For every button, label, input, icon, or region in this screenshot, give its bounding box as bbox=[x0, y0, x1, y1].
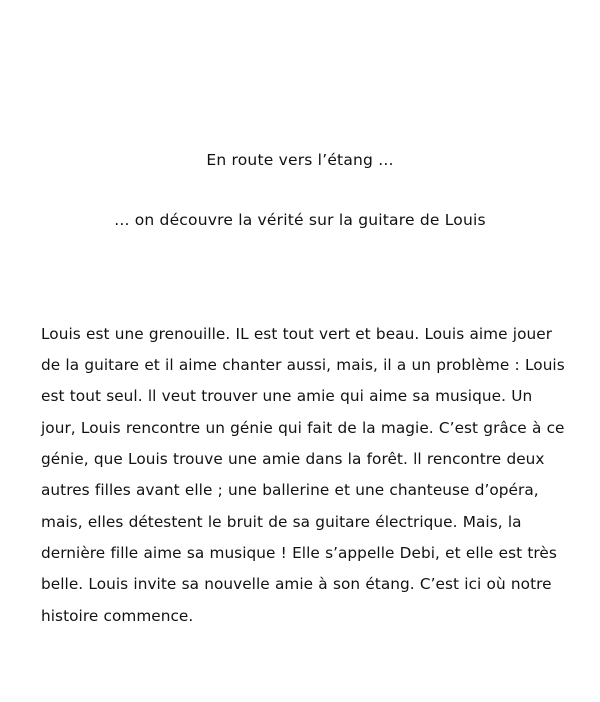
body-block bbox=[0, 231, 600, 632]
document-subtitle-line: ... on découvre la vérité sur la guitare de Louis bbox=[114, 210, 486, 229]
document-title-line-1: En route vers l’étang ... bbox=[206, 151, 394, 169]
title-block bbox=[0, 0, 600, 231]
body-paragraph: Louis est une grenouille. IL est tout vert et beau. Louis aime jouer de la guitare et il aime chanter aussi, mais, il a un problème : Louis est tout seul. ll veut trouver une amie qui aime sa musique. Un jour, Louis rencontre un génie qui fait de la magie. C’est grâce à ce génie, que Louis trouve une amie dans la forêt. ll rencontre deux autres filles avant elle ; une ballerine et une chanteuse d’opéra, mais, elles détestent le bruit de sa guitare électrique. Mais, la dernière fille aime sa musique ! Elle s’appelle Debi, et elle est très belle. Louis invite sa nouvelle amie à son étang. C’est ici où notre histoire commence. bbox=[41, 324, 565, 625]
